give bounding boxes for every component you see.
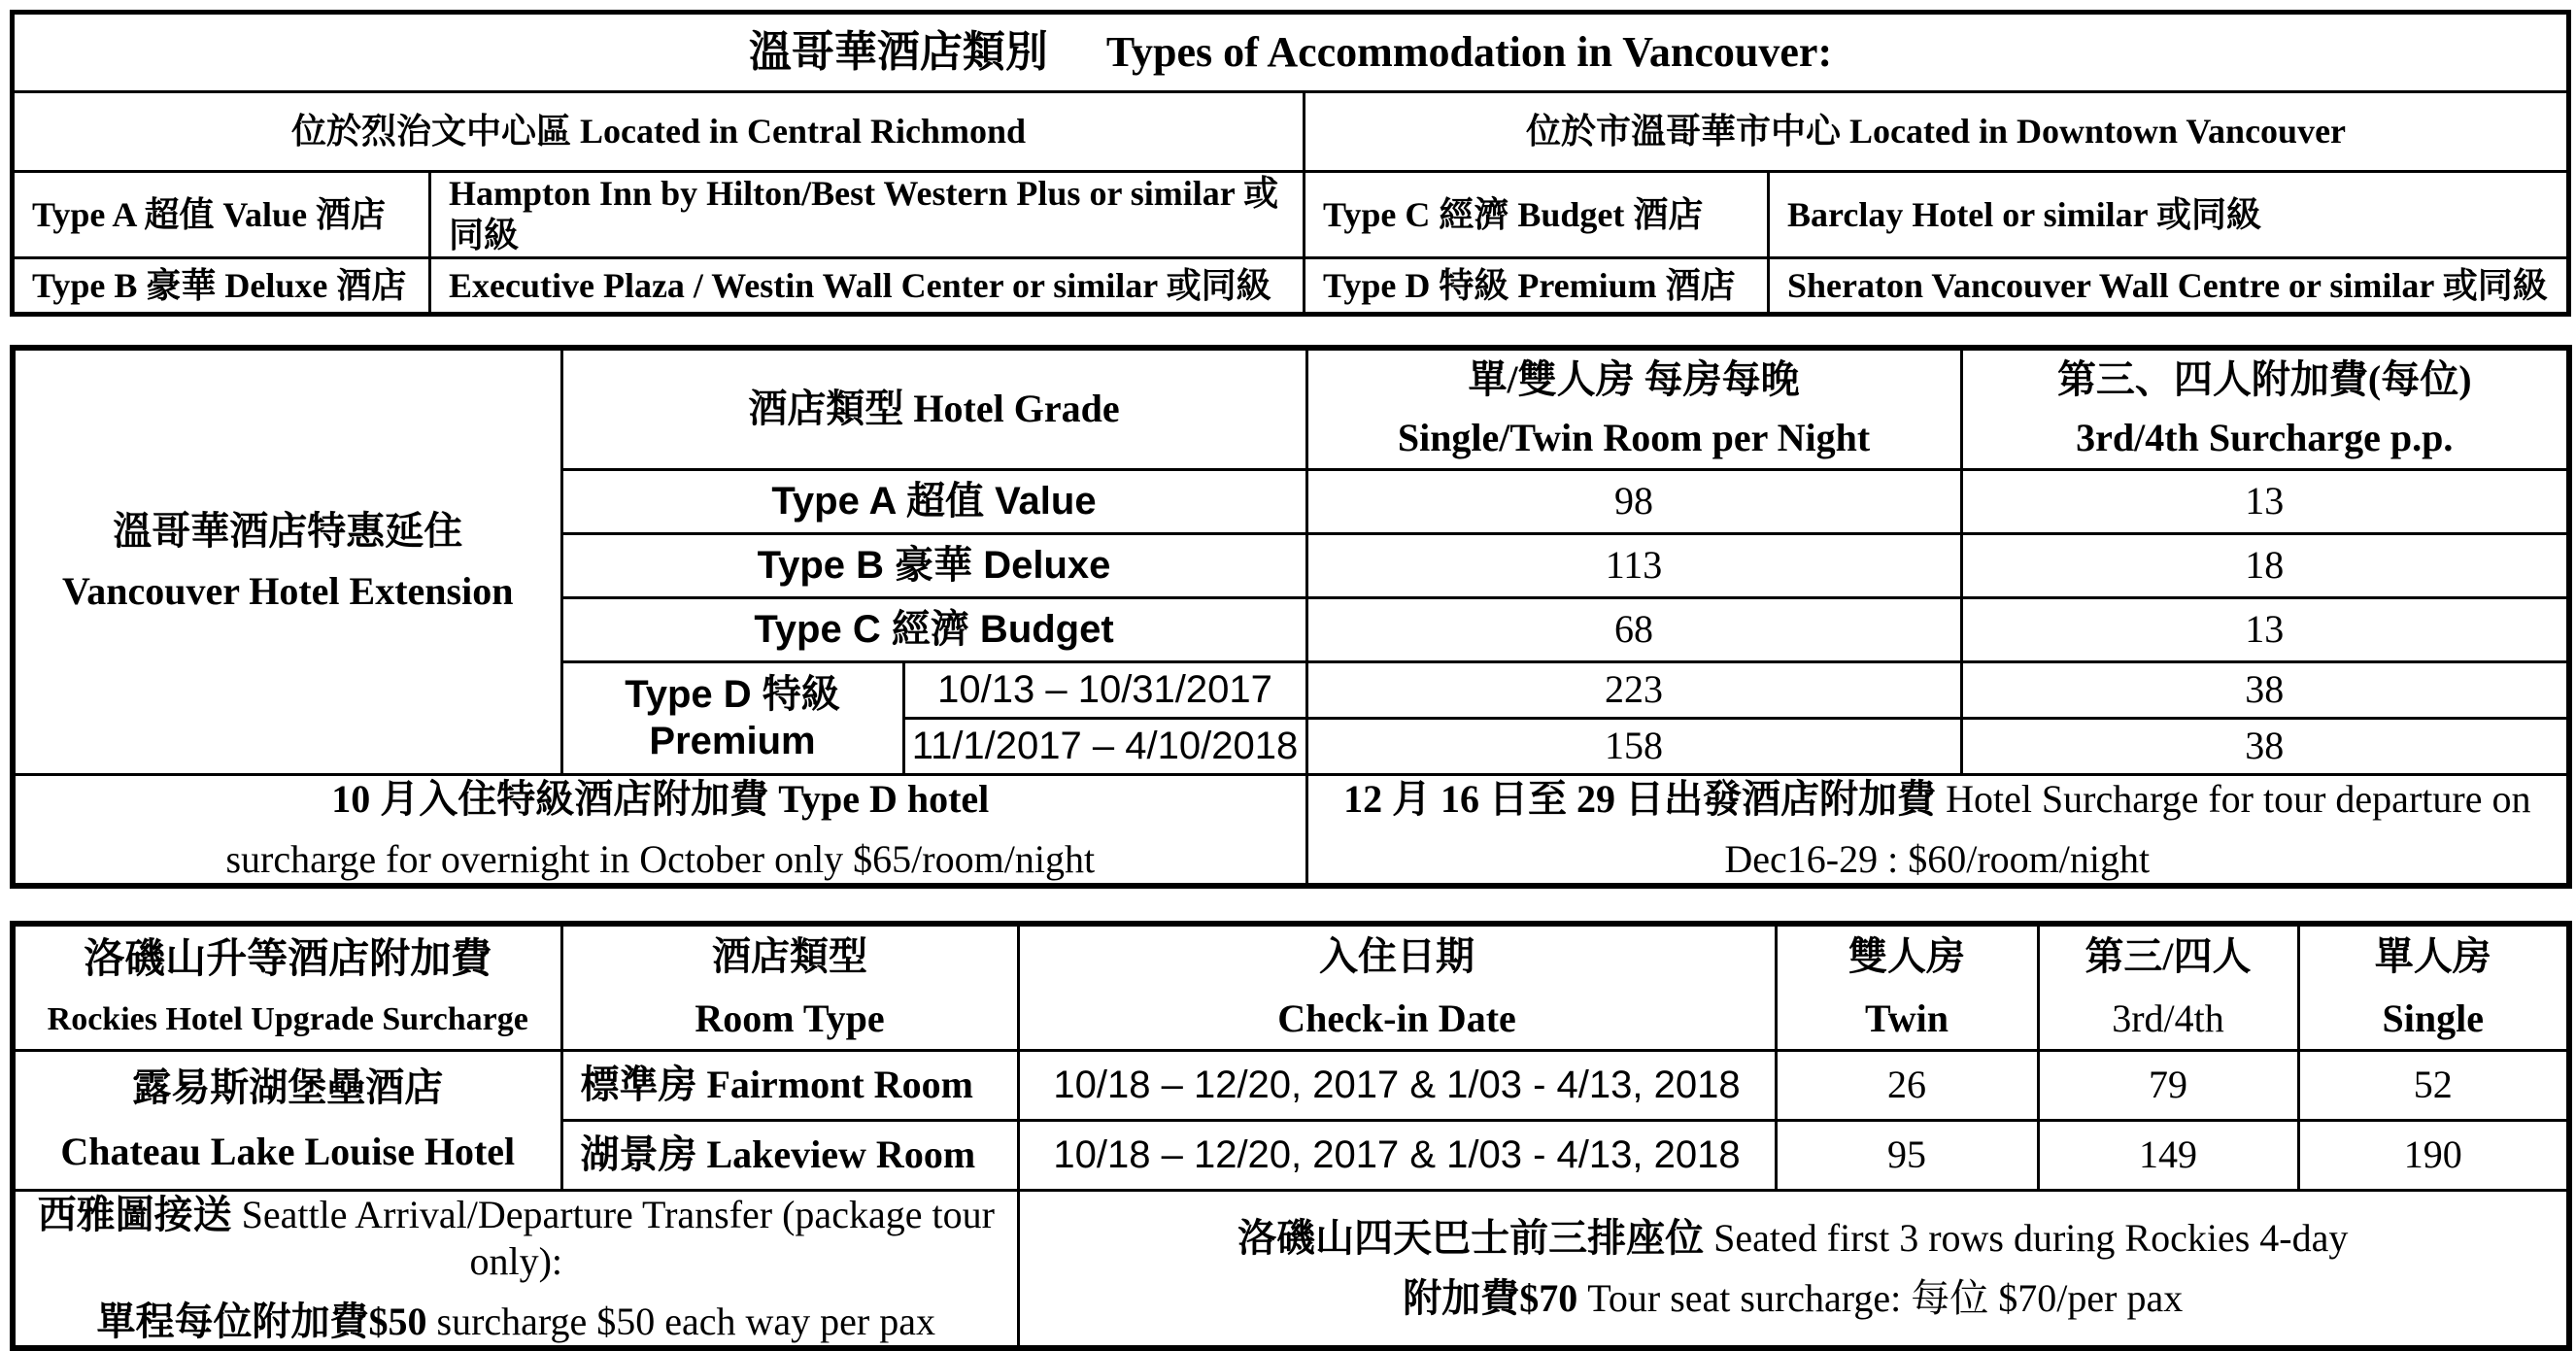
single-header-zh: 單人房 xyxy=(2374,933,2491,978)
richmond-header: 位於烈治文中心區 Located in Central Richmond xyxy=(13,92,1305,172)
lakeview-single: 190 xyxy=(2298,1120,2569,1190)
third-fourth-header-zh: 第三/四人 xyxy=(2085,933,2252,978)
october-surcharge-note xyxy=(13,774,1306,886)
rate-type-a: 98 xyxy=(1306,469,1961,533)
hotel-extension-table xyxy=(10,345,2572,889)
fairmont-room: 標準房 Fairmont Room xyxy=(561,1050,1018,1120)
seattle-transfer-note xyxy=(13,1190,1018,1348)
downtown-header: 位於市溫哥華市中心 Located in Downtown Vancouver xyxy=(1305,92,2569,172)
rockies-upgrade-table xyxy=(10,921,2572,1351)
december-note-bold: 12 月 16 日至 29 日出發酒店附加費 xyxy=(1343,776,1937,821)
december-surcharge-note xyxy=(1306,774,2569,886)
accommodation-types-table xyxy=(10,10,2571,317)
surcharge-header-en: 3rd/4th Surcharge p.p. xyxy=(2076,416,2454,460)
room-rate-header-zh: 單/雙人房 每房每晚 xyxy=(1468,357,1800,402)
surcharge-type-a: 13 xyxy=(1961,469,2569,533)
single-header-en: Single xyxy=(2382,996,2484,1040)
seattle-note-text-1: Seattle Arrival/Departure Transfer (package tour only): xyxy=(241,1192,995,1283)
rockies-note-bold-2: 附加費$70 xyxy=(1403,1275,1578,1320)
surcharge-header-zh: 第三、四人附加費(每位) xyxy=(2056,357,2472,402)
twin-header-zh: 雙人房 xyxy=(1848,933,1965,978)
accommodation-title xyxy=(13,13,2569,92)
type-b-label: Type B 豪華 Deluxe 酒店 xyxy=(13,258,430,315)
type-d-hotel: Sheraton Vancouver Wall Centre or similar 或同級 xyxy=(1769,258,2569,315)
seattle-note-text-2: surcharge $50 each way per pax xyxy=(436,1299,935,1343)
rate-type-c: 68 xyxy=(1306,597,1961,661)
room-rate-header-en: Single/Twin Room per Night xyxy=(1397,416,1871,460)
type-a-hotel: Hampton Inn by Hilton/Best Western Plus or similar 或同級 xyxy=(430,172,1305,258)
october-note-bold: 10 月入住特級酒店附加費 Type D hotel xyxy=(331,776,990,821)
surcharge-header xyxy=(1961,348,2569,469)
extension-label-en: Vancouver Hotel Extension xyxy=(62,569,514,614)
lake-louise-hotel-en: Chateau Lake Louise Hotel xyxy=(60,1130,516,1173)
grade-type-d: Type D 特級 Premium xyxy=(561,661,903,774)
type-c-hotel: Barclay Hotel or similar 或同級 xyxy=(1769,172,2569,258)
grade-type-b: Type B 豪華 Deluxe xyxy=(561,533,1306,597)
surcharge-type-b: 18 xyxy=(1961,533,2569,597)
extension-label xyxy=(13,348,561,774)
type-d-dates-1: 10/13 – 10/31/2017 xyxy=(903,661,1306,718)
single-header xyxy=(2298,924,2569,1050)
december-note-text-2: Dec16-29 : $60/room/night xyxy=(1724,836,2151,881)
accommodation-title-zh: 溫哥華酒店類別 xyxy=(748,27,1048,76)
surcharge-type-c: 13 xyxy=(1961,597,2569,661)
third-fourth-header xyxy=(2038,924,2298,1050)
checkin-header-zh: 入住日期 xyxy=(1319,933,1474,978)
type-a-label: Type A 超值 Value 酒店 xyxy=(13,172,430,258)
lake-louise-hotel-zh: 露易斯湖堡壘酒店 xyxy=(132,1065,444,1109)
fairmont-twin: 26 xyxy=(1776,1050,2038,1120)
rockies-label-en: Rockies Hotel Upgrade Surcharge xyxy=(47,1000,528,1037)
surcharge-type-d-2: 38 xyxy=(1961,718,2569,774)
grade-type-c: Type C 經濟 Budget xyxy=(561,597,1306,661)
lake-louise-hotel xyxy=(13,1050,561,1190)
rate-type-d-1: 223 xyxy=(1306,661,1961,718)
rockies-seat-note xyxy=(1018,1190,2569,1348)
type-b-hotel: Executive Plaza / Westin Wall Center or similar 或同級 xyxy=(430,258,1305,315)
rockies-note-bold-1: 洛磯山四天巴士前三排座位 xyxy=(1237,1215,1705,1260)
december-note-text: Hotel Surcharge for tour departure on xyxy=(1946,776,2531,821)
checkin-header xyxy=(1018,924,1776,1050)
twin-header-en: Twin xyxy=(1865,996,1949,1040)
rockies-note-text-2: Tour seat surcharge: 每位 $70/per pax xyxy=(1587,1275,2184,1320)
twin-header xyxy=(1776,924,2038,1050)
seattle-note-bold-2: 單程每位附加費$50 xyxy=(96,1299,427,1343)
extension-label-zh: 溫哥華酒店特惠延住 xyxy=(113,509,463,554)
lakeview-third-fourth: 149 xyxy=(2038,1120,2298,1190)
accommodation-title-en: Types of Accommodation in Vancouver: xyxy=(1105,27,1833,76)
type-d-dates-2: 11/1/2017 – 4/10/2018 xyxy=(903,718,1306,774)
rate-type-b: 113 xyxy=(1306,533,1961,597)
third-fourth-header-en: 3rd/4th xyxy=(2112,996,2224,1040)
room-type-header-zh: 酒店類型 xyxy=(712,933,867,978)
room-rate-header xyxy=(1306,348,1961,469)
fairmont-dates: 10/18 – 12/20, 2017 & 1/03 - 4/13, 2018 xyxy=(1018,1050,1776,1120)
october-note-text: surcharge for overnight in October only $65/room/night xyxy=(225,836,1096,881)
seattle-note-bold-1: 西雅圖接送 xyxy=(37,1192,232,1236)
rockies-label xyxy=(13,924,561,1050)
type-d-label: Type D 特級 Premium 酒店 xyxy=(1305,258,1769,315)
room-type-header xyxy=(561,924,1018,1050)
rate-type-d-2: 158 xyxy=(1306,718,1961,774)
room-type-header-en: Room Type xyxy=(695,996,885,1040)
rockies-label-zh: 洛磯山升等酒店附加費 xyxy=(84,937,492,983)
grade-type-a: Type A 超值 Value xyxy=(561,469,1306,533)
lakeview-room: 湖景房 Lakeview Room xyxy=(561,1120,1018,1190)
checkin-header-en: Check-in Date xyxy=(1277,996,1516,1040)
lakeview-dates: 10/18 – 12/20, 2017 & 1/03 - 4/13, 2018 xyxy=(1018,1120,1776,1190)
type-c-label: Type C 經濟 Budget 酒店 xyxy=(1305,172,1769,258)
lakeview-twin: 95 xyxy=(1776,1120,2038,1190)
rockies-note-text-1: Seated first 3 rows during Rockies 4-day xyxy=(1713,1215,2349,1260)
fairmont-third-fourth: 79 xyxy=(2038,1050,2298,1120)
fairmont-single: 52 xyxy=(2298,1050,2569,1120)
surcharge-type-d-1: 38 xyxy=(1961,661,2569,718)
hotel-grade-header: 酒店類型 Hotel Grade xyxy=(561,348,1306,469)
